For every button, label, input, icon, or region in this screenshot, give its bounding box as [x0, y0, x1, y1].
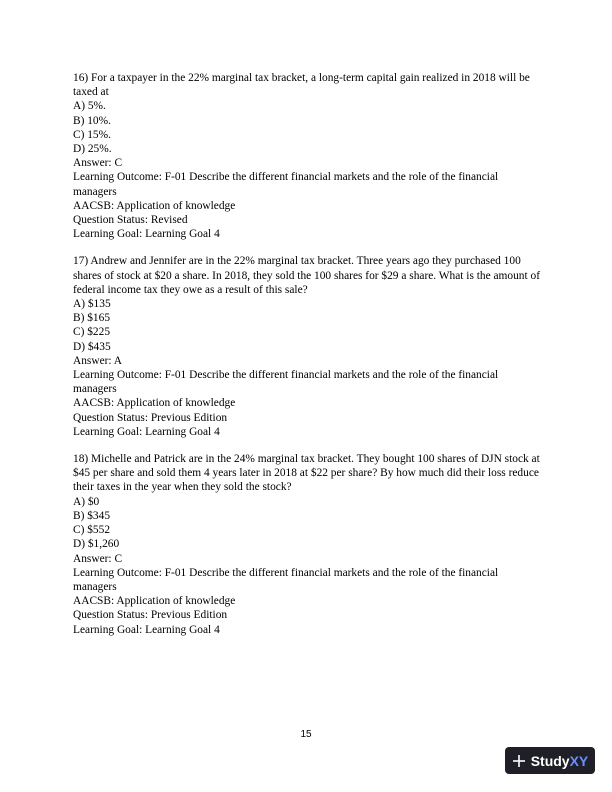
plus-icon	[512, 754, 526, 768]
question-status: Question Status: Previous Edition	[73, 411, 228, 424]
page-number: 15	[300, 729, 312, 740]
page-content	[73, 71, 543, 650]
watermark-text-accent: XY	[569, 752, 589, 769]
question-17	[73, 254, 543, 439]
option-a: A) $0	[73, 495, 100, 508]
learning-goal: Learning Goal: Learning Goal 4	[73, 623, 220, 636]
option-d: D) 25%.	[73, 143, 112, 156]
option-d: D) $435	[73, 340, 111, 353]
option-c: C) 15%.	[73, 128, 111, 141]
aacsb: AACSB: Application of knowledge	[73, 199, 236, 212]
learning-outcome: Learning Outcome: F-01 Describe the different financial markets and the role of the financial managers	[73, 369, 499, 396]
question-16	[73, 71, 543, 241]
learning-goal: Learning Goal: Learning Goal 4	[73, 228, 220, 241]
aacsb: AACSB: Application of knowledge	[73, 595, 236, 608]
watermark-text-main: Study	[530, 752, 570, 769]
question-status: Question Status: Previous Edition	[73, 609, 228, 622]
option-b: B) $165	[73, 312, 111, 325]
answer: Answer: C	[73, 157, 123, 170]
studyxy-watermark[interactable]	[505, 747, 595, 774]
learning-outcome: Learning Outcome: F-01 Describe the different financial markets and the role of the financial managers	[73, 566, 499, 593]
question-stem: 16) For a taxpayer in the 22% marginal tax bracket, a long-term capital gain realized in 2018 will be taxed at	[73, 72, 530, 99]
question-status: Question Status: Revised	[73, 214, 188, 227]
answer: Answer: C	[73, 552, 123, 565]
option-b: B) $345	[73, 509, 111, 522]
answer: Answer: A	[73, 354, 123, 367]
aacsb: AACSB: Application of knowledge	[73, 397, 236, 410]
learning-goal: Learning Goal: Learning Goal 4	[73, 425, 220, 438]
learning-outcome: Learning Outcome: F-01 Describe the different financial markets and the role of the financial managers	[73, 171, 499, 198]
option-c: C) $225	[73, 326, 111, 339]
option-a: A) $135	[73, 298, 111, 311]
question-18	[73, 452, 543, 637]
option-d: D) $1,260	[73, 538, 120, 551]
question-stem: 17) Andrew and Jennifer are in the 22% marginal tax bracket. Three years ago they purchased 100 shares of stock at $20 a share. In 2018, they sold the 100 shares for $29 a share. What is the amount of federal income tax they owe as a result of this sale?	[73, 255, 541, 296]
question-stem: 18) Michelle and Patrick are in the 24% marginal tax bracket. They bought 100 shares of DJN stock at $45 per share and sold them 4 years later in 2018 at $22 per share? By how much did their loss reduce their taxes in the year when they sold the stock?	[73, 453, 540, 494]
watermark-text	[531, 753, 589, 769]
option-b: B) 10%.	[73, 114, 111, 127]
option-a: A) 5%.	[73, 100, 106, 113]
option-c: C) $552	[73, 524, 111, 537]
